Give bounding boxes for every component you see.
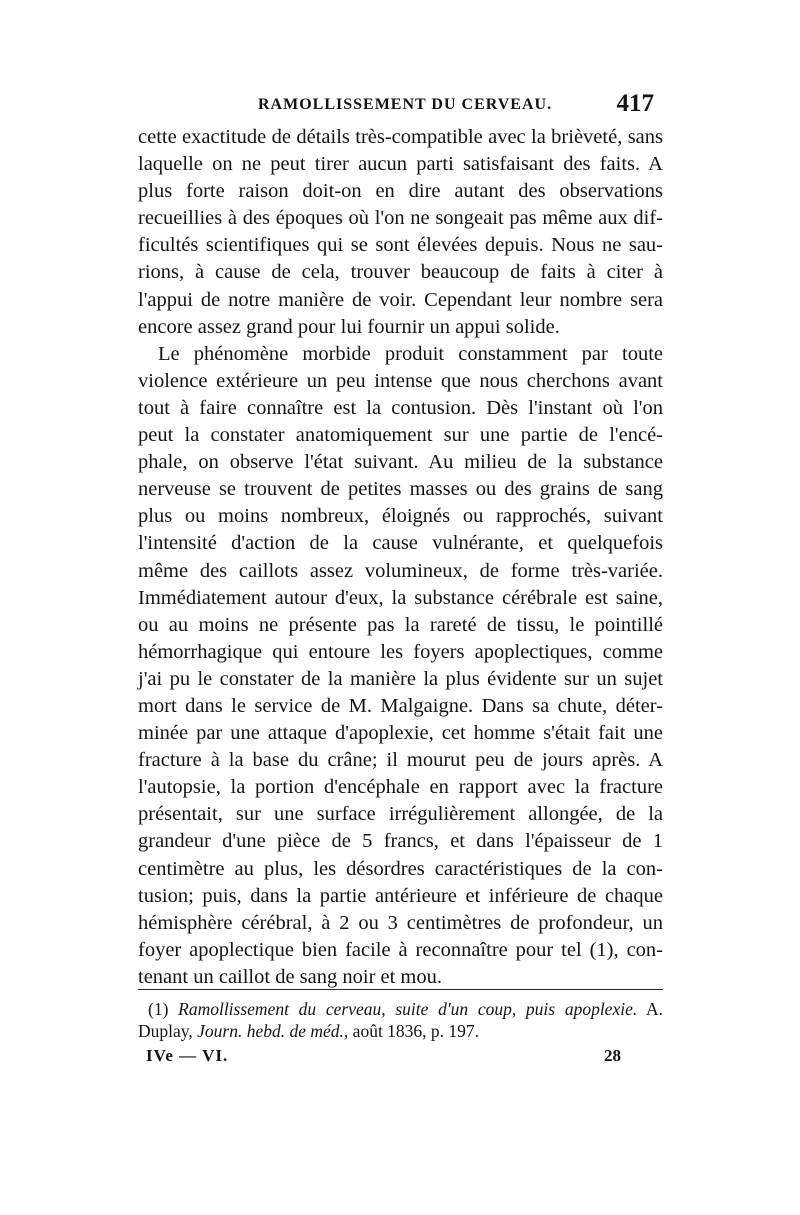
text-line: hémisphère cérébral, à 2 ou 3 centimètres de profondeur, un [138,911,663,934]
body-text [138,124,663,991]
footnote-title: Ramollissement du cerveau, suite d'un coup, puis apoplexie. [178,999,638,1019]
paragraph-start-line: Le phénomène morbide produit constamment par toute [158,342,663,365]
text-line: centimètre au plus, les désordres caractéristiques de la con- [138,857,663,880]
text-line: minée par une attaque d'apoplexie, cet homme s'était fait une [138,722,663,745]
text-line: encore assez grand pour lui fournir un appui solide. [138,315,560,338]
text-line: l'appui de notre manière de voir. Cependant leur nombre sera [138,288,663,311]
text-line: mort dans le service de M. Malgaigne. Dans sa chute, déter- [138,694,663,717]
signature-sheet: 28 [604,1046,621,1065]
text-line: ficultés scientifiques qui se sont élevées depuis. Nous ne sau- [138,234,663,257]
text-line: nerveuse se trouvent de petites masses ou des grains de sang [138,478,663,501]
text-line: violence extérieure un peu intense que nous cherchons avant [138,369,663,392]
text-line: l'intensité d'action de la cause vulnérante, et quelquefois [138,532,663,555]
text-line: même des caillots assez volumineux, de forme très-variée. [138,559,663,582]
text-line: foyer apoplectique bien facile à reconnaître pour tel (1), con- [138,938,663,961]
text-line: plus forte raison doit-on en dire autant des observations [138,180,663,203]
footnote-marker: (1) [148,999,169,1019]
running-title: RAMOLLISSEMENT DU CERVEAU. [258,96,553,113]
footnote-journal: Journ. hebd. de méd., [197,1021,349,1041]
text-line: ou au moins ne présente pas la rareté de tissu, le pointillé [138,613,663,636]
text-line: présentait, sur une surface irrégulièrement allongée, de la [138,803,663,826]
footnote-line-2 [138,1020,663,1042]
footnote [138,998,663,1042]
footnote-author-initial: A. [645,999,663,1019]
page-number: 417 [616,90,654,117]
text-line: rions, à cause de cela, trouver beaucoup de faits à citer à [138,261,663,284]
text-line: tusion; puis, dans la partie antérieure et inférieure de chaque [138,884,663,907]
text-line: phale, on observe l'état suivant. Au milieu de la substance [138,451,663,474]
text-line: j'ai pu le constater de la manière la plus évidente sur un sujet [138,667,663,690]
text-line: fracture à la base du crâne; il mourut peu de jours après. A [138,749,663,772]
text-line: recueillies à des époques où l'on ne songeait pas même aux dif- [138,207,663,230]
signature-volume: IVe — VI. [146,1046,229,1065]
text-line: grandeur d'une pièce de 5 francs, et dans l'épaisseur de 1 [138,830,663,853]
text-line: cette exactitude de détails très-compatible avec la brièveté, sans [138,126,663,148]
page-header [138,90,660,124]
text-line: peut la constater anatomiquement sur une partie de l'encé- [138,424,663,447]
text-line: laquelle on ne peut tirer aucun parti satisfaisant des faits. A [138,153,663,176]
footnote-author: Duplay, [138,1021,193,1041]
text-line: hémorrhagique qui entoure les foyers apoplectiques, comme [138,640,663,663]
footnote-rule [138,989,663,990]
text-line: tout à faire connaître est la contusion. Dès l'instant où l'on [138,396,663,419]
footnote-line-1 [138,998,663,1020]
text-line: tenant un caillot de sang noir et mou. [138,965,443,988]
text-line: plus ou moins nombreux, éloignés ou rapprochés, suivant [138,505,663,528]
text-line: Immédiatement autour d'eux, la substance cérébrale est saine, [138,586,663,609]
footnote-date: août 1836, p. 197. [352,1021,480,1041]
text-line: l'autopsie, la portion d'encéphale en rapport avec la fracture [138,776,663,799]
